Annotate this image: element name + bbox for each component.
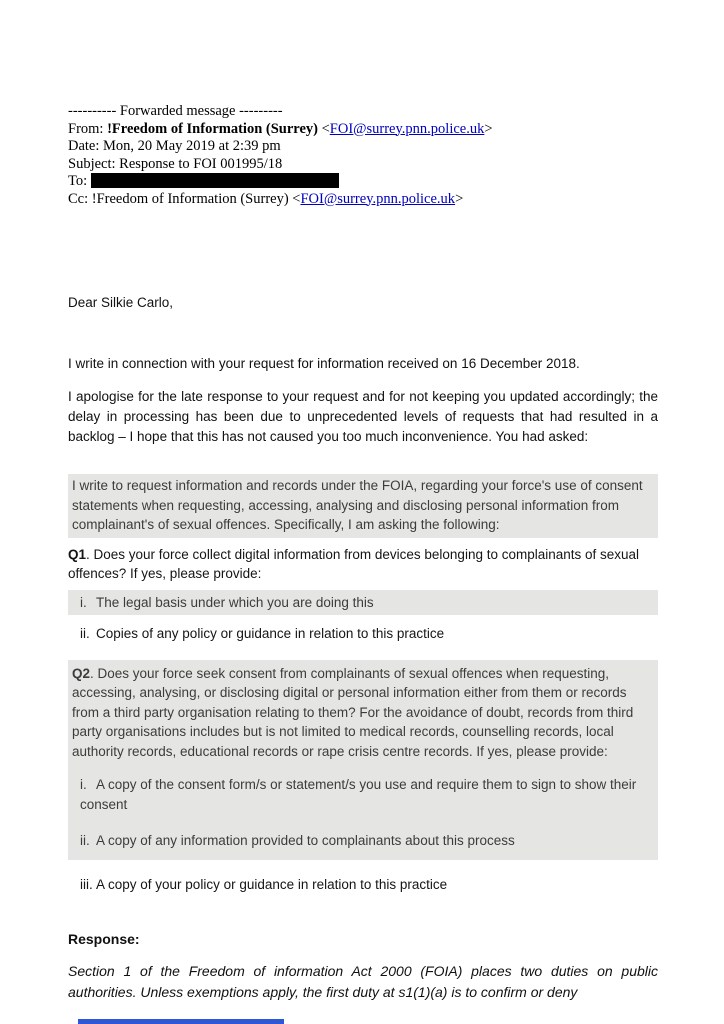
- bottom-blue-bar: [78, 1019, 284, 1024]
- q1-item-i-text: The legal basis under which you are doing this: [96, 594, 374, 610]
- q2-item-i: [72, 772, 650, 817]
- angle-close: >: [455, 190, 464, 207]
- angle-open: <: [292, 190, 301, 207]
- question-1-text: . Does your force collect digital information from devices belonging to complainants of sexual offences? If yes, please provide:: [68, 546, 640, 581]
- header-from-line: [68, 121, 658, 139]
- q2-item-ii-number: ii.: [80, 833, 90, 848]
- cc-label: Cc:: [68, 190, 89, 207]
- question-2-label: Q2: [72, 665, 91, 681]
- to-label: To:: [68, 173, 88, 189]
- from-name: !Freedom of Information (Surrey): [107, 120, 318, 137]
- header-subject-line: [68, 156, 658, 174]
- question-2-block: [68, 660, 658, 860]
- question-1: [68, 545, 658, 584]
- email-header: [68, 103, 658, 208]
- from-label: From:: [68, 120, 104, 137]
- header-to-line: [68, 173, 658, 191]
- subject-value: Response to FOI 001995/18: [119, 155, 283, 172]
- angle-open: <: [321, 120, 330, 137]
- header-date-line: [68, 138, 658, 156]
- q2-item-iii-text: A copy of your policy or guidance in relation to this practice: [96, 876, 448, 892]
- q1-item-i: [68, 590, 658, 616]
- header-cc-line: [68, 191, 658, 209]
- salutation: Dear Silkie Carlo,: [68, 295, 174, 310]
- date-value: Mon, 20 May 2019 at 2:39 pm: [103, 138, 281, 154]
- redacted-recipient: [91, 173, 339, 188]
- letter-content: [68, 0, 658, 1003]
- question-2-text: . Does your force seek consent from complainants of sexual offences when requesting, accessing, analysing, or disclosing digital or personal information either from them or records from a third party organisation relating to them? For the avoidance of doubt, records from third party organisations includes but is not limited to medical records, counselling records, local authority records, educational records or rape crisis centre records. If yes, please provide:: [72, 665, 634, 759]
- q2-item-iii-number: iii.: [80, 876, 93, 892]
- forwarded-message-divider: ---------- Forwarded message ---------: [68, 103, 283, 119]
- response-heading: Response:: [68, 931, 140, 947]
- q1-item-ii-number: ii.: [80, 626, 90, 641]
- date-label: Date:: [68, 138, 100, 154]
- q2-item-i-text: A copy of the consent form/s or statement/s you use and require them to sign to show their consent: [80, 777, 637, 812]
- angle-close: >: [484, 120, 493, 137]
- question-1-label: Q1: [68, 546, 87, 562]
- cc-email-link[interactable]: FOI@surrey.pnn.police.uk: [300, 190, 456, 207]
- quoted-request-intro: I write to request information and records under the FOIA, regarding your force's use of consent statements when requesting, accessing, analysing and disclosing personal information from complainant's of sexual offences. Specifically, I am asking the following:: [68, 474, 658, 538]
- apology-paragraph: I apologise for the late response to your request and for not keeping you updated accordingly; the delay in processing has been due to unprecedented levels of requests that had resulted in a backlog – I hope that this has not caused you too much inconvenience. You had asked:: [68, 389, 658, 444]
- response-paragraph: Section 1 of the Freedom of information Act 2000 (FOIA) places two duties on public authorities. Unless exemptions apply, the first duty at s1(1)(a) is to confirm or deny: [68, 963, 658, 1000]
- subject-label: Subject:: [68, 155, 116, 172]
- q2-item-ii: [72, 828, 650, 854]
- q1-item-i-number: i.: [80, 594, 87, 610]
- q2-item-ii-text: A copy of any information provided to complainants about this process: [96, 833, 515, 848]
- from-email-link[interactable]: FOI@surrey.pnn.police.uk: [329, 120, 485, 137]
- cc-name: !Freedom of Information (Surrey): [91, 190, 289, 207]
- q2-item-iii: [68, 872, 658, 898]
- q1-item-ii-text: Copies of any policy or guidance in relation to this practice: [96, 626, 445, 641]
- intro-paragraph: I write in connection with your request for information received on 16 December 2018.: [68, 356, 580, 371]
- q2-item-i-number: i.: [80, 777, 87, 792]
- question-2: [72, 664, 650, 762]
- q1-item-ii: [68, 621, 658, 647]
